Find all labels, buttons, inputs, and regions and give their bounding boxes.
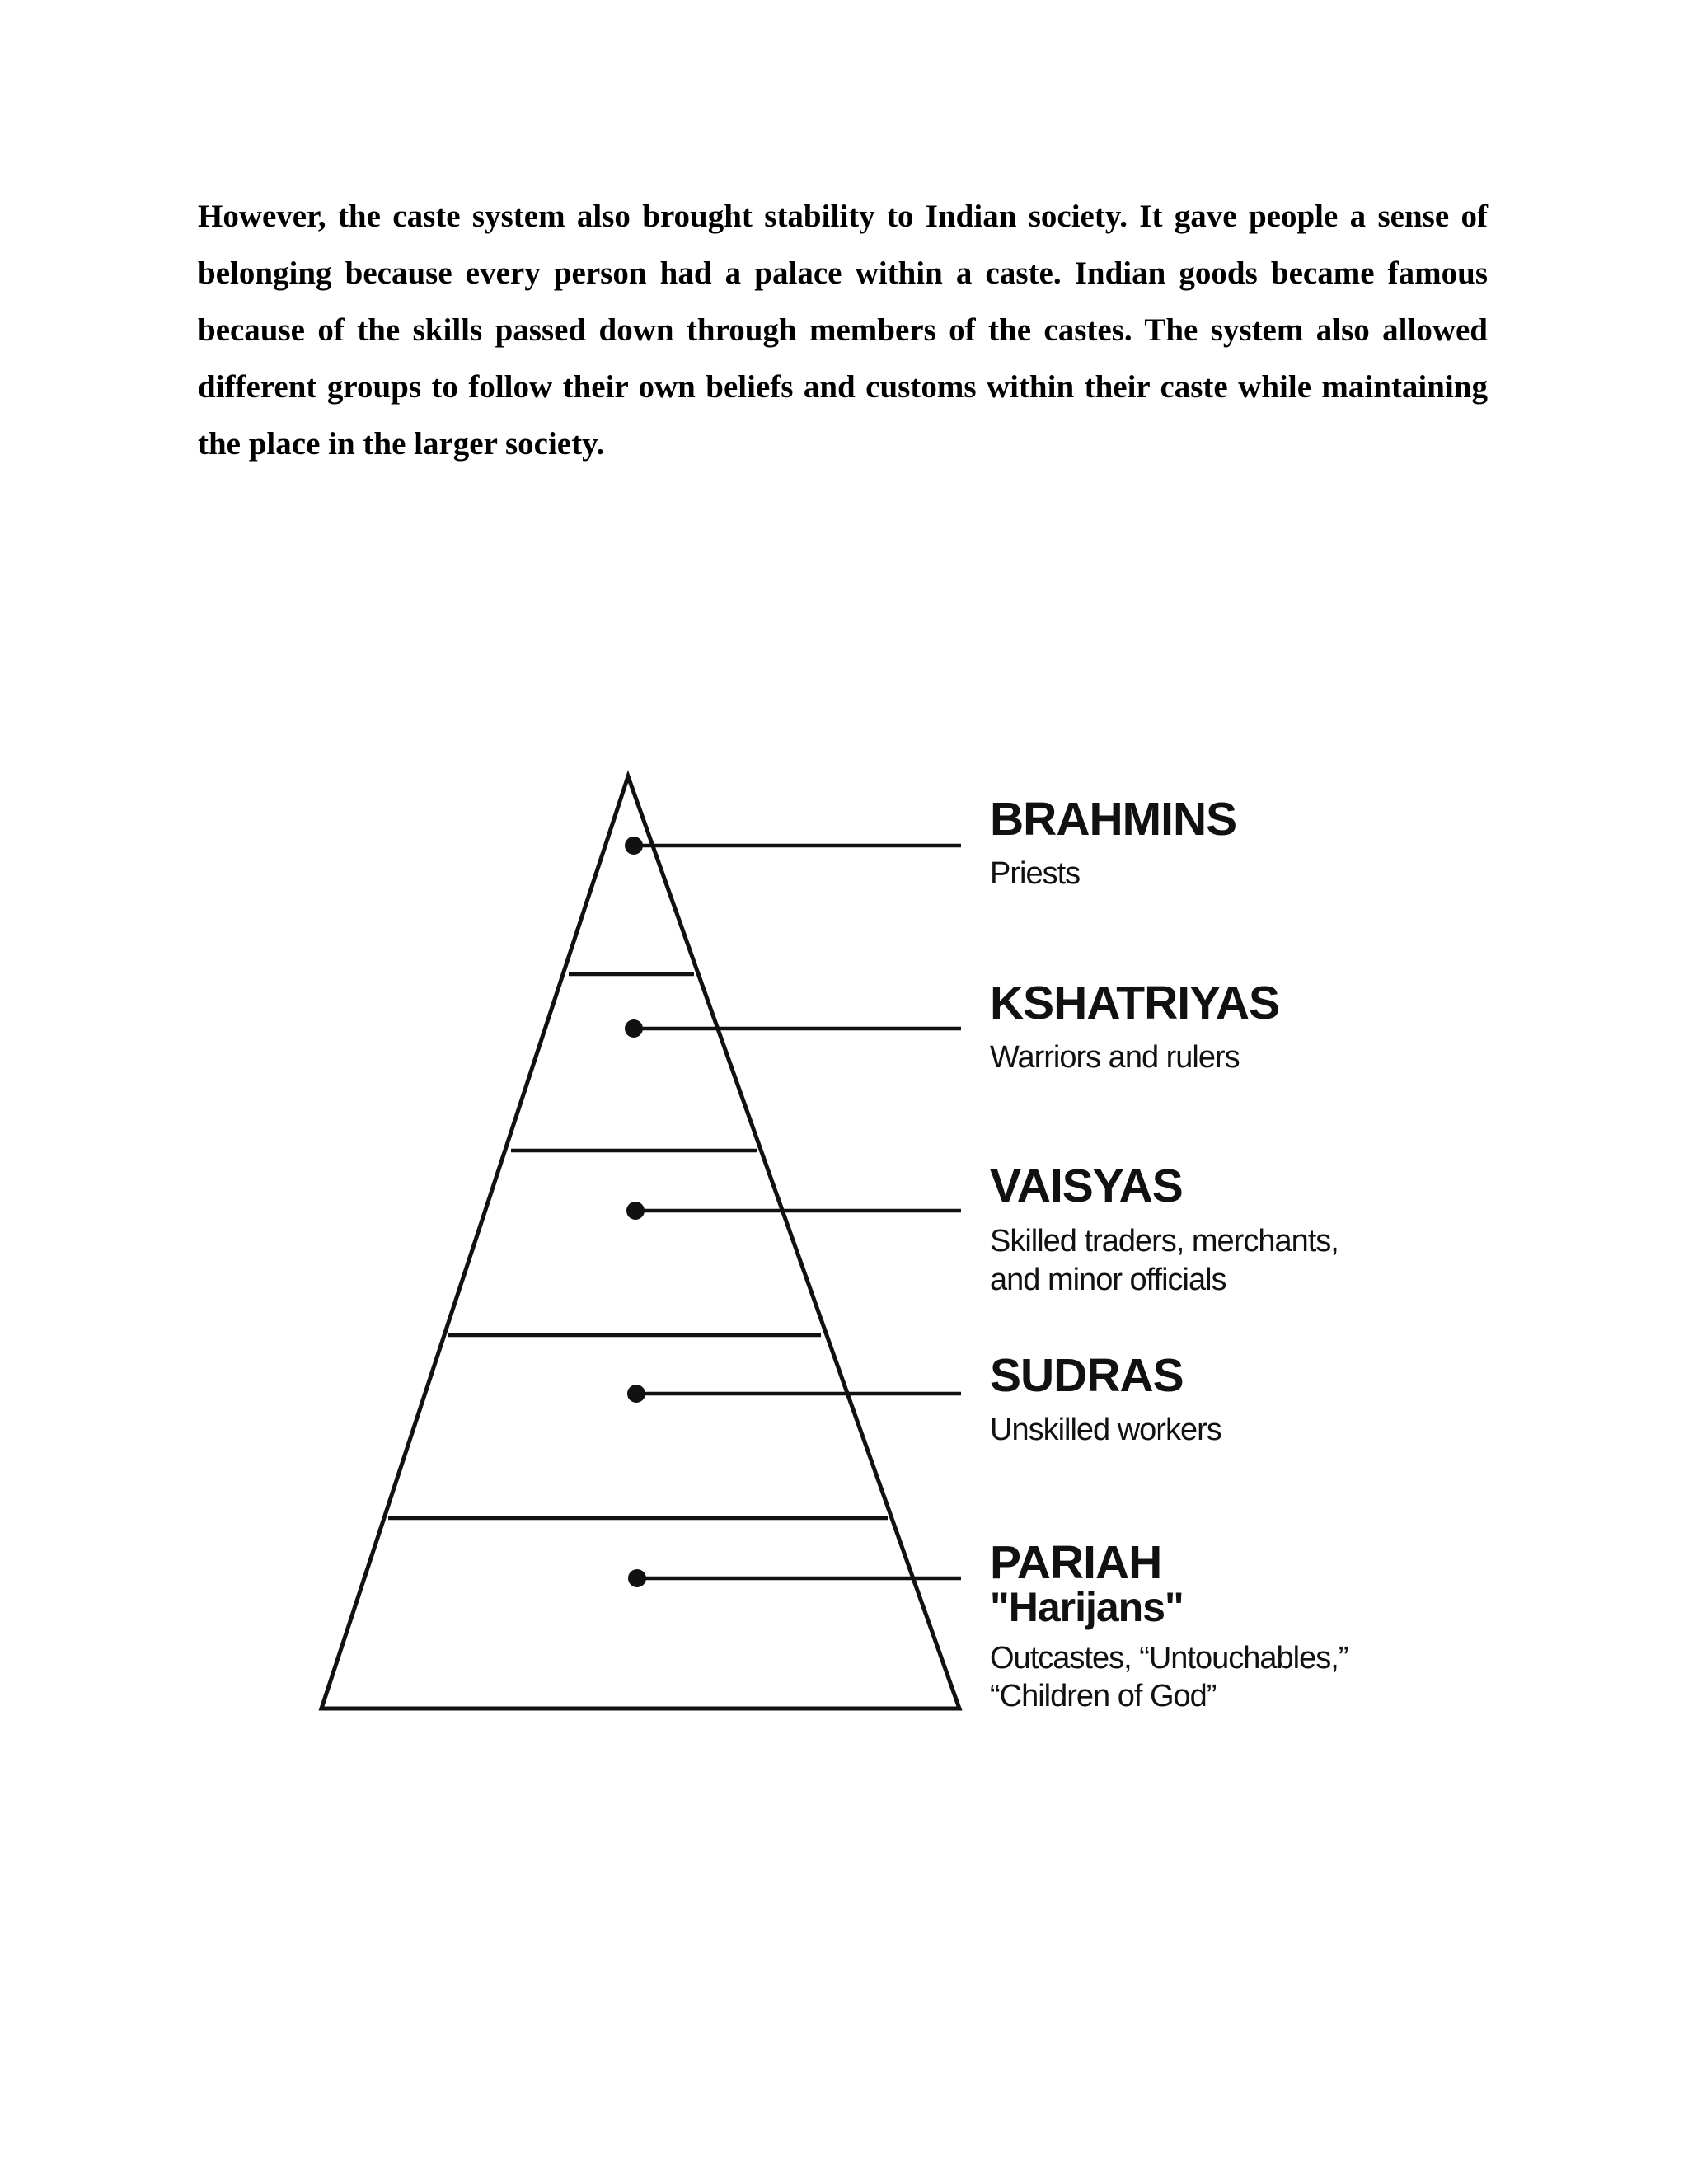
tier-name: VAISYAS [990,1160,1183,1212]
tier-description: Warriors and rulers [990,1040,1240,1075]
tier-label-pariah [990,1536,1348,1713]
tier-description: Outcastes, “Untouchables,” [990,1641,1348,1675]
tier-description: and minor officials [990,1263,1226,1297]
tier-description: Priests [990,856,1081,891]
tier-name: KSHATRIYAS [990,977,1280,1029]
tier-subtitle: "Harijans" [990,1584,1184,1630]
tier-marker-sudras [627,1385,961,1403]
tier-name: PARIAH [990,1536,1162,1589]
tier-name: BRAHMINS [990,793,1237,846]
tier-label-sudras [990,1349,1221,1447]
tier-description: Skilled traders, merchants, [990,1224,1339,1258]
tier-marker-brahmins [625,837,961,855]
tier-label-vaisyas [990,1160,1339,1297]
tier-description: “Children of God” [990,1679,1217,1713]
tier-marker-kshatriyas [625,1019,961,1038]
pyramid-outline [321,776,959,1708]
tier-marker-vaisyas [626,1202,961,1220]
tier-name: SUDRAS [990,1349,1184,1402]
tier-label-kshatriyas [990,977,1279,1075]
body-paragraph: However, the caste system also brought stability to Indian society. It gave people a sense of belonging because every person had a palace within a caste. Indian goods became famous because of the skills passed down through members of the castes. The system also allowed different groups to follow their own beliefs and customs within their caste while maintaining the place in the larger society. [198,199,1488,462]
tier-label-brahmins [990,793,1236,891]
tier-description: Unskilled workers [990,1413,1221,1447]
